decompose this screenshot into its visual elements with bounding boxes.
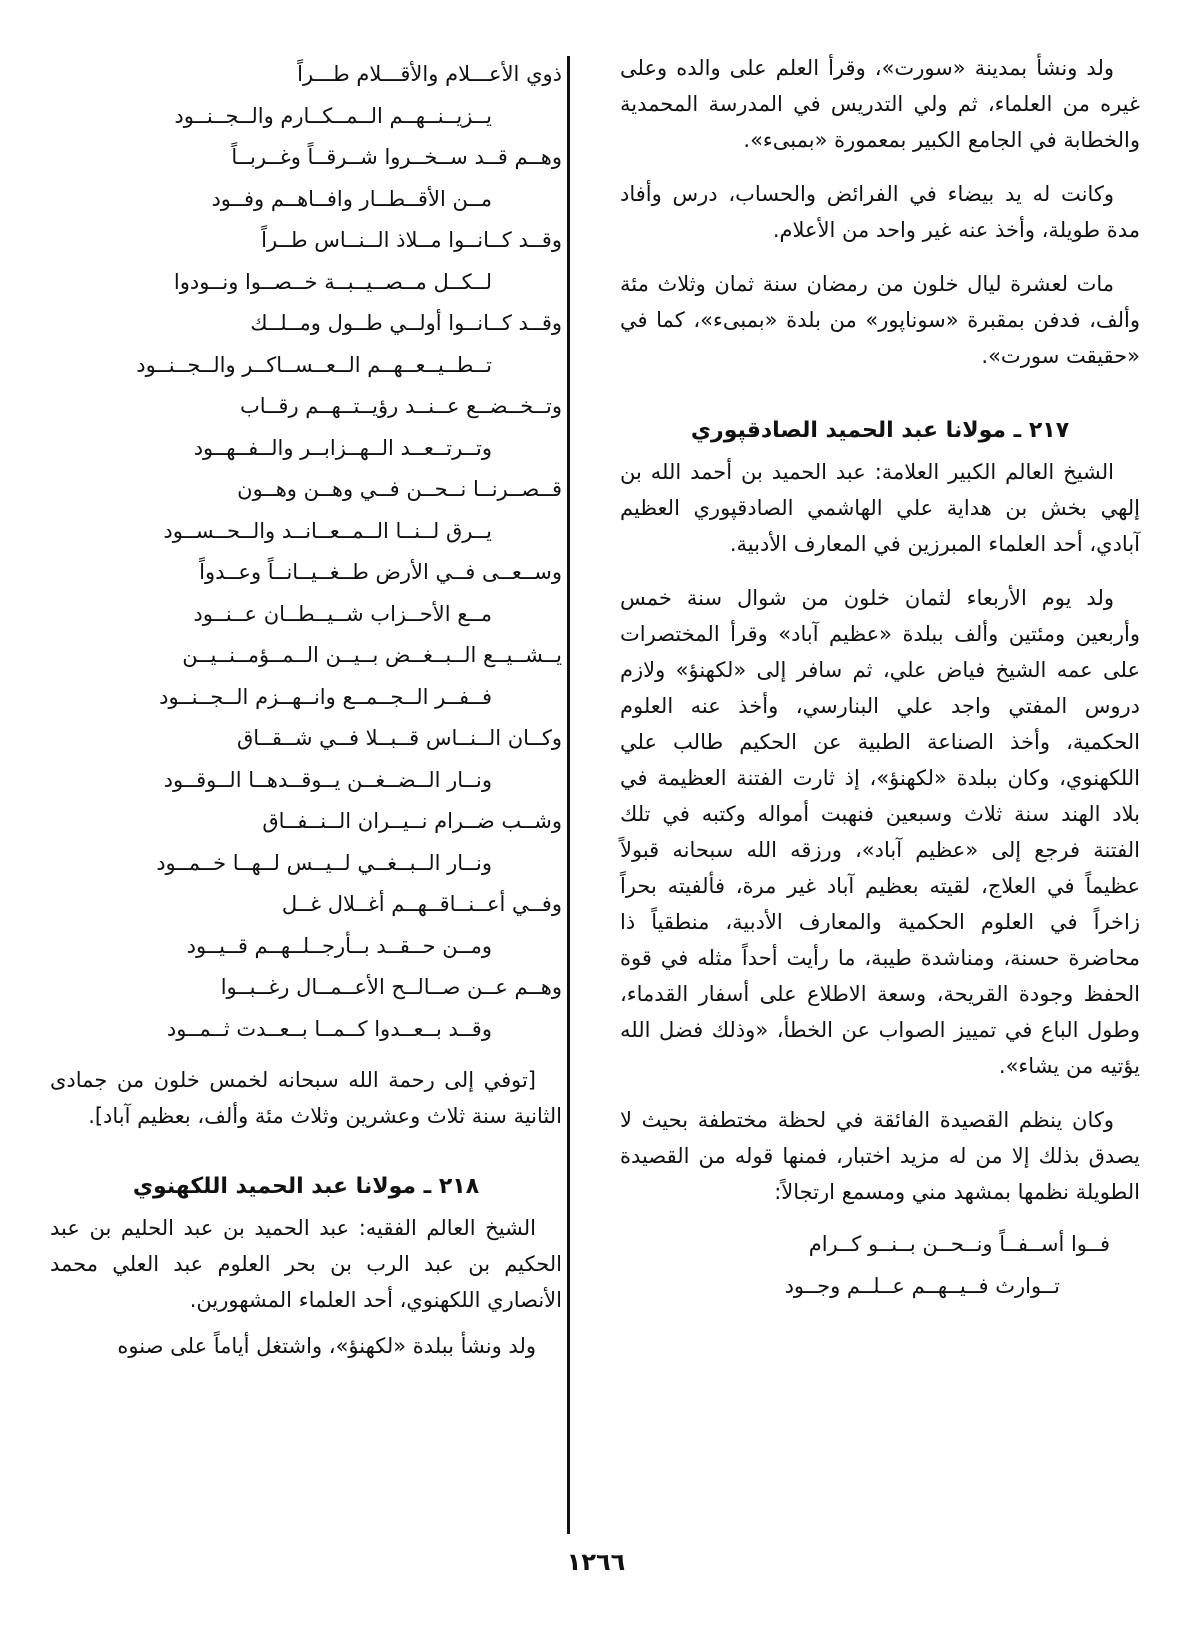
verse-line: وتــخــضــع عــنــد رؤيــتــهــم رقــاب — [239, 394, 562, 418]
right-column — [620, 50, 1140, 1307]
verse-line: ومــن حــقــد بــأرجــلــهــم قــيــود — [186, 933, 492, 958]
verse-line: يــرق لــنــا الــمــعــانــد والــحــســود — [163, 518, 492, 543]
verse-line: وهــم عــن صــالــح الأعــمــال رغــبــوا — [220, 975, 562, 999]
verse-line: تــطــيــعــهــم الــعــســاكــر والــجــنــود — [136, 352, 492, 377]
verse-line: وكــان الــنــاس قــبــلا فــي شــقــاق — [236, 726, 562, 750]
verse-line: وتــرتــعــد الــهــزابــر والــفــهــود — [193, 435, 492, 460]
verse-line: وقــد بــعــدوا كــمــا بــعــدت ثــمــود — [166, 1016, 492, 1041]
verse-block-right — [620, 1224, 1140, 1307]
entry-heading-217: ٢١٧ ـ مولانا عبد الحميد الصادقپوري — [690, 418, 1070, 443]
verse-line: وفــي أعــنــاقــهــم أغــلال غــل — [281, 892, 562, 916]
verse-line: قــصــرنــا نــحــن فــي وهــن وهــون — [237, 477, 562, 501]
column-divider — [567, 56, 570, 1534]
paragraph-bio-218: الشيخ العالم الفقيه: عبد الحميد بن عبد الحليم بن عبد الحكيم بن عبد الرب بن بحر العلوم عبد العلي محمد الأنصاري اللكهنوي، أحد العلماء المشهورين. — [50, 1216, 562, 1312]
verse-line: وقــد كــانــوا مــلاذ الــنــاس طــراً — [261, 228, 562, 252]
verse-line: فــفــر الــجــمــع وانــهــزم الــجــنــود — [159, 684, 492, 709]
verse-line: ونــار الــبــغــي لــيــس لــهــا خــمــود — [156, 850, 492, 875]
verse-line: وقــد كــانــوا أولــي طــول ومــلــك — [250, 311, 562, 335]
page-number: ١٢٦٦ — [566, 1548, 626, 1576]
verse-block-left — [50, 54, 562, 1050]
verse-line: وســعــى فــي الأرض طــغــيــانــاً وعــدواً — [199, 560, 562, 584]
verse-line: فــوا أســفــاً ونــحــن بــنــو كــرام — [808, 1232, 1110, 1256]
death-note: [توفي إلى رحمة الله سبحانه لخمس خلون من جمادى الثانية سنة ثلاث وعشرين وثلاث مئة وألف، بعظيم آباد]. — [50, 1068, 562, 1128]
verse-line: يــزيــنــهــم الــمــكــارم والــجــنــود — [174, 103, 492, 128]
paragraph-poetry-intro: وكان ينظم القصيدة الفائقة في لحظة مختطفة بحيث لا يصدق بذلك إلا من له مزيد اختبار، فمنها قوله من القصيدة الطويلة نظمها بمشهد مني ومسمع ارتجالاً: — [620, 1108, 1140, 1204]
paragraph-bio-217: الشيخ العالم الكبير العلامة: عبد الحميد بن أحمد الله بن إلهي بخش بن هداية علي الهاشمي الصادقپوري العظيم آبادي، أحد العلماء المبرزين في المعارف الأدبية. — [620, 460, 1140, 556]
death-note-section — [50, 1062, 562, 1134]
paragraph-birth-sourat: ولد ونشأ بمدينة «سورت»، وقرأ العلم على والده وعلى غيره من العلماء، ثم ولي التدريس في المدرسة المحمدية والخطابة في الجامع الكبير بمعمورة «بمبىء». — [620, 56, 1140, 152]
paragraph-expertise: وكانت له يد بيضاء في الفرائض والحساب، درس وأفاد مدة طويلة، وأخذ عنه غير واحد من الأعلام. — [620, 182, 1140, 242]
paragraph-life-217: ولد يوم الأربعاء لثمان خلون من شوال سنة خمس وأربعين ومئتين وألف ببلدة «عظيم آباد» وقرأ المختصرات على عمه الشيخ فياض علي، ثم سافر إلى «لكهنؤ» ولازم دروس المفتي واجد علي البنارسي، وأخذ عنه العلوم الحكمية، وأخذ الصناعة الطبية عن الحكيم طالب علي اللكهنوي، وكان ببلدة «لكهنؤ»، إذ ثارت الفتنة العظيمة في بلاد الهند سنة ثلاث وسبعين فنهبت أمواله وكتبه في تلك الفتنة فرجع إلى «عظيم آباد»، ورزقه الله سبحانه قبولاً عظيماً في العلاج، لقيته بعظيم آباد غير مرة، فألفيته بحراً زاخراً في العلوم الحكمية والمعارف الأدبية، منطقياً ذا محاضرة حسنة، ومناشدة طيبة، ما رأيت أحداً مثله في قوة الحفظ وجودة القريحة، وسعة الاطلاع على أسفار القدماء، وطول الباع في تمييز الصواب عن الخطأ، «وذلك فضل الله يؤتيه من يشاء». — [620, 586, 1140, 1078]
verse-line: لــكــل مــصــيــبــة خــصــوا ونــودوا — [173, 269, 492, 294]
entry-heading-218: ٢١٨ ـ مولانا عبد الحميد اللكهنوي — [132, 1174, 480, 1199]
verse-line: تــوارث فــيــهــم عــلــم وجــود — [784, 1273, 1060, 1298]
verse-line: ذوي الأعـــلام والأقـــلام طـــراً — [297, 62, 562, 86]
verse-line: مــن الأقــطــار وافــاهــم وفــود — [211, 186, 492, 211]
verse-line: وهــم قــد ســخــروا شــرقــاً وغــربــاً — [231, 145, 562, 169]
paragraph-birth-218: ولد ونشأ ببلدة «لكهنؤ»، واشتغل أياماً على صنوه — [117, 1334, 536, 1358]
paragraph-death: مات لعشرة ليال خلون من رمضان سنة ثمان وثلاث مئة وألف، فدفن بمقبرة «سوناپور» من بلدة «بمبىء»، كما في «حقيقت سورت». — [620, 272, 1140, 368]
verse-line: وشــب ضــرام نــيــران الــنــفــاق — [262, 809, 562, 833]
verse-line: يــشــيــع الــبــغــض بــيــن الــمــؤمــنــيــن — [182, 643, 562, 667]
verse-line: مــع الأحــزاب شــيــطــان عــنــود — [193, 601, 492, 626]
left-column — [50, 54, 562, 1382]
verse-line: ونــار الــضــغــن يــوقــدهــا الــوقــود — [163, 767, 492, 792]
